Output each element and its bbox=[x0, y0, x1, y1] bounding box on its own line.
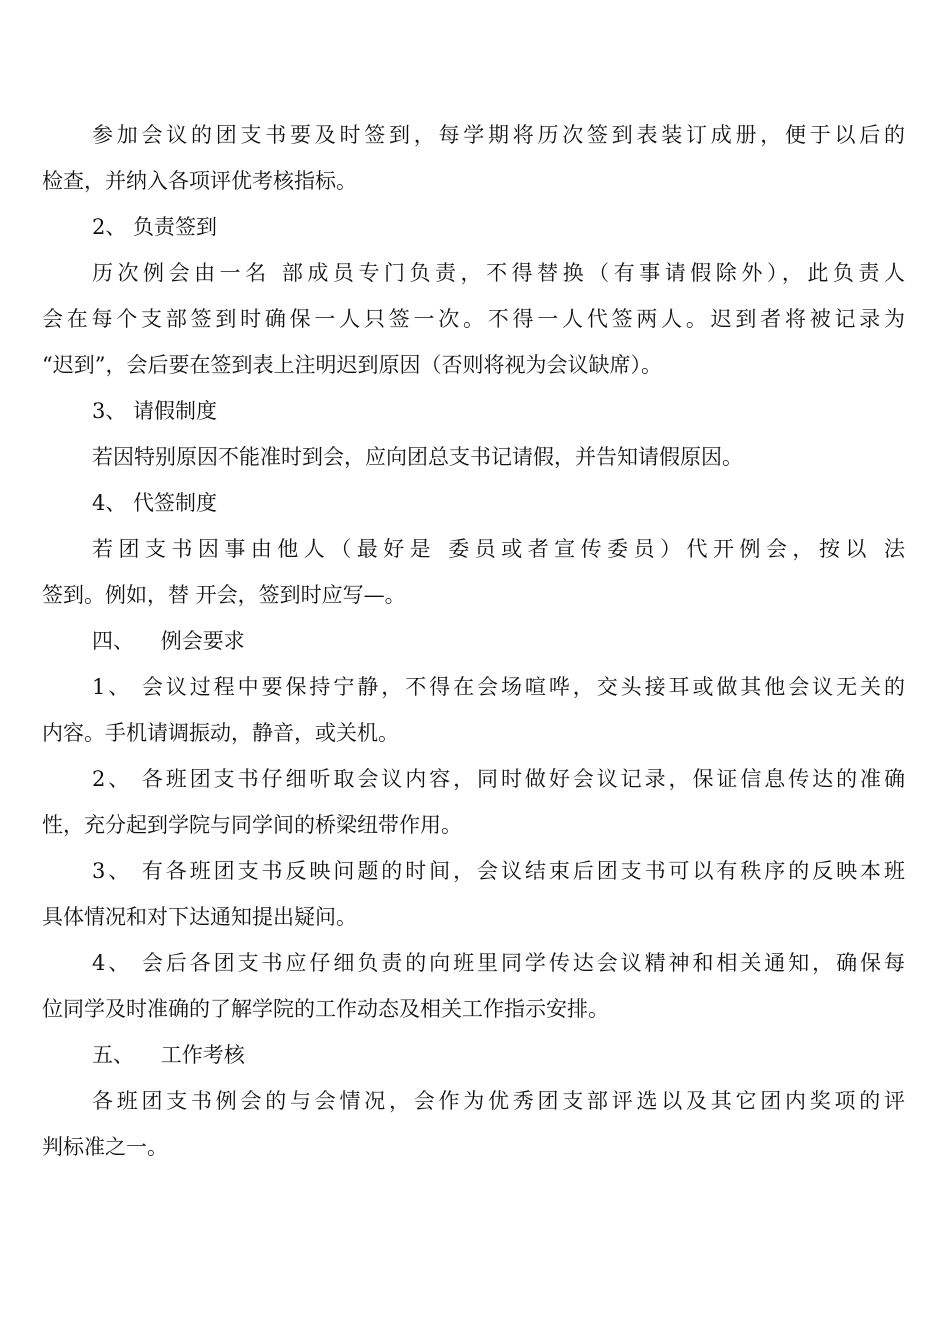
section-heading: 3、 请假制度 bbox=[92, 399, 218, 423]
section-heading: 四、 例会要求 bbox=[92, 629, 245, 653]
paragraph-line: “迟到”，会后要在签到表上注明迟到原因（否则将视为会议缺席）。 bbox=[42, 353, 662, 377]
paragraph-line: 参加会议的团支书要及时签到，每学期将历次签到表装订成册，便于以后的 bbox=[92, 123, 905, 147]
paragraph-line: 检查，并纳入各项评优考核指标。 bbox=[42, 169, 357, 193]
paragraph-line: 2、 各班团支书仔细听取会议内容，同时做好会议记录，保证信息传达的准确 bbox=[92, 767, 905, 791]
paragraph-line: 4、 会后各团支书应仔细负责的向班里同学传达会议精神和相关通知，确保每 bbox=[92, 951, 905, 975]
paragraph-line: 会在每个支部签到时确保一人只签一次。不得一人代签两人。迟到者将被记录为 bbox=[42, 307, 905, 331]
paragraph-line: 历次例会由一名 部成员专门负责，不得替换（有事请假除外），此负责人 bbox=[92, 261, 905, 285]
paragraph-line: 1、 会议过程中要保持宁静，不得在会场喧哗，交头接耳或做其他会议无关的 bbox=[92, 675, 905, 699]
paragraph-line: 若因特别原因不能准时到会，应向团总支书记请假，并告知请假原因。 bbox=[92, 445, 743, 469]
paragraph-line: 性，充分起到学院与同学间的桥梁纽带作用。 bbox=[42, 813, 462, 837]
paragraph-line: 位同学及时准确的了解学院的工作动态及相关工作指示安排。 bbox=[42, 997, 609, 1021]
paragraph-line: 各班团支书例会的与会情况，会作为优秀团支部评选以及其它团内奖项的评 bbox=[92, 1089, 905, 1113]
paragraph-line: 若团支书因事由他人（最好是 委员或者宣传委员）代开例会，按以 法 bbox=[92, 537, 905, 561]
paragraph-line: 内容。手机请调振动，静音，或关机。 bbox=[42, 721, 399, 745]
paragraph-line: 判标准之一。 bbox=[42, 1135, 168, 1159]
section-heading: 2、 负责签到 bbox=[92, 215, 218, 239]
section-heading: 4、 代签制度 bbox=[92, 491, 218, 515]
paragraph-line: 3、 有各班团支书反映问题的时间，会议结束后团支书可以有秩序的反映本班 bbox=[92, 859, 905, 883]
paragraph-line: 具体情况和对下达通知提出疑问。 bbox=[42, 905, 357, 929]
section-heading: 五、 工作考核 bbox=[92, 1043, 245, 1067]
paragraph-line: 签到。例如，替 开会，签到时应写—。 bbox=[42, 583, 406, 607]
